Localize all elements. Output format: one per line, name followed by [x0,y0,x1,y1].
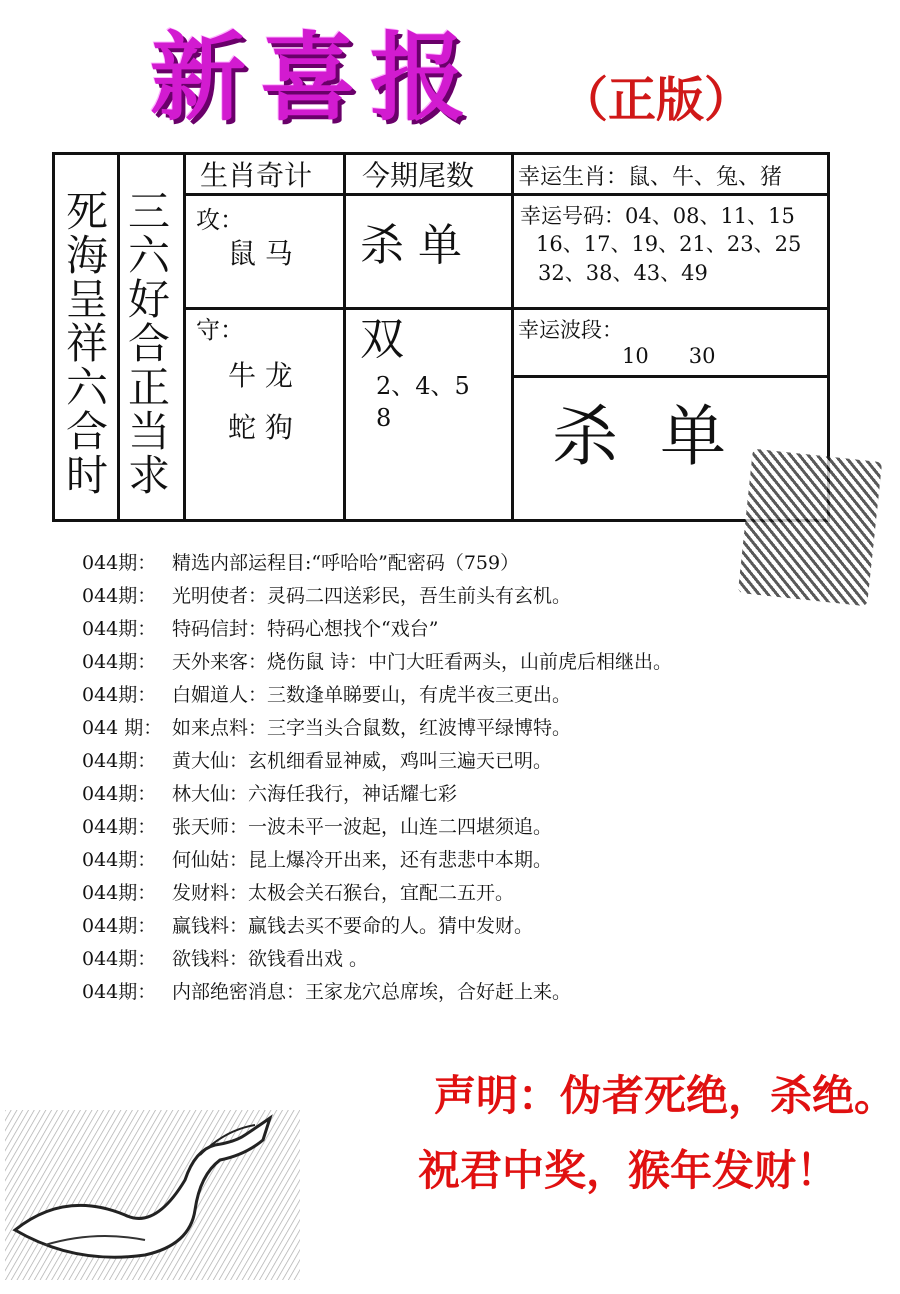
left-column-2: 三六好合正当求 [127,187,170,500]
period-label: 044期： [82,750,157,772]
line-text: 光明使者：灵码二四送彩民，吾生前头有玄机。 [172,585,572,607]
lucky-numbers-line2: 16、17、19、21、23、25 [536,232,802,256]
tail-numbers-2: 8 [376,404,392,432]
period-label: 044期： [82,816,157,838]
line-text: 赢钱料：赢钱去买不要命的人。猜中发财。 [172,915,534,937]
lucky-band-values: 10 30 [622,344,716,368]
list-item [82,974,862,1007]
list-item [82,809,862,842]
line-text: 特码信封：特码心想找个“戏台” [172,618,439,640]
line-text: 白媚道人：三数逢单睇要山，有虎半夜三更出。 [172,684,572,706]
period-label: 044期： [82,783,157,805]
list-item [82,578,862,611]
prediction-list [82,545,862,1007]
header-zodiac-plan: 生肖奇计 [200,159,313,192]
line-text: 发财料：太极会关石猴台，宜配二五开。 [172,882,515,904]
attack-label: 攻： [196,206,244,234]
list-item [82,875,862,908]
list-item [82,908,862,941]
tail-pick: 双 [360,314,404,365]
goose-sketch-image [5,1080,300,1280]
statement-text: 声明：伪者死绝，杀绝。 [434,1071,897,1120]
line-text: 天外来客：烧伤鼠 诗：中门大旺看两头，山前虎后相继出。 [172,651,673,673]
list-item [82,677,862,710]
line-text: 欲钱料：欲钱看出戏 。 [172,948,369,970]
defend-label: 守： [196,316,244,344]
period-label: 044期： [82,981,157,1003]
page-title: 新喜报 [150,21,480,134]
line-text: 张天师：一波未平一波起，山连二四堪须追。 [172,816,553,838]
period-label: 044期： [82,618,157,640]
list-item [82,710,862,743]
line-text: 如来点料：三字当头合鼠数，红波博平绿博特。 [172,717,572,739]
period-label: 044期： [82,651,157,673]
tail-kill: 杀 单 [360,220,462,271]
line-text: 精选内部运程目:“呼哈哈”配密码（759） [172,552,520,574]
list-item [82,611,862,644]
period-label: 044 期： [82,717,163,739]
defend-animals-1: 牛 龙 [228,359,293,392]
left-column-1: 死海呈祥六合时 [65,187,108,500]
header-lucky-zodiac: 幸运生肖：鼠、牛、兔、猪 [518,165,783,190]
list-item [82,743,862,776]
period-label: 044期： [82,915,157,937]
list-item [82,644,862,677]
period-label: 044期： [82,552,157,574]
period-label: 044期： [82,948,157,970]
period-label: 044期： [82,684,157,706]
line-text: 林大仙：六海任我行，神话耀七彩 [172,783,458,805]
header-tail-number: 今期尾数 [362,159,475,192]
tail-numbers-1: 2、4、5 [376,372,470,400]
line-text: 内部绝密消息：王家龙穴总席埃，合好赶上来。 [172,981,572,1003]
period-label: 044期： [82,849,157,871]
lucky-band-label: 幸运波段： [518,318,623,342]
wish-text: 祝君中奖，猴年发财！ [418,1146,839,1195]
list-item [82,545,862,578]
big-kill-text: 杀 单 [552,398,726,475]
list-item [82,776,862,809]
line-text: 何仙姑：昆上爆冷开出来，还有悲悲中本期。 [172,849,553,871]
lucky-numbers-line3: 32、38、43、49 [538,261,708,285]
period-label: 044期： [82,585,157,607]
period-label: 044期： [82,882,157,904]
list-item [82,842,862,875]
edition-label: （正版） [560,72,753,128]
defend-animals-2: 蛇 狗 [228,411,293,444]
line-text: 黄大仙：玄机细看显神威，鸡叫三遍天已明。 [172,750,553,772]
attack-animals: 鼠 马 [228,237,293,270]
lucky-numbers-line1: 幸运号码：04、08、11、15 [520,204,795,228]
list-item [82,941,862,974]
